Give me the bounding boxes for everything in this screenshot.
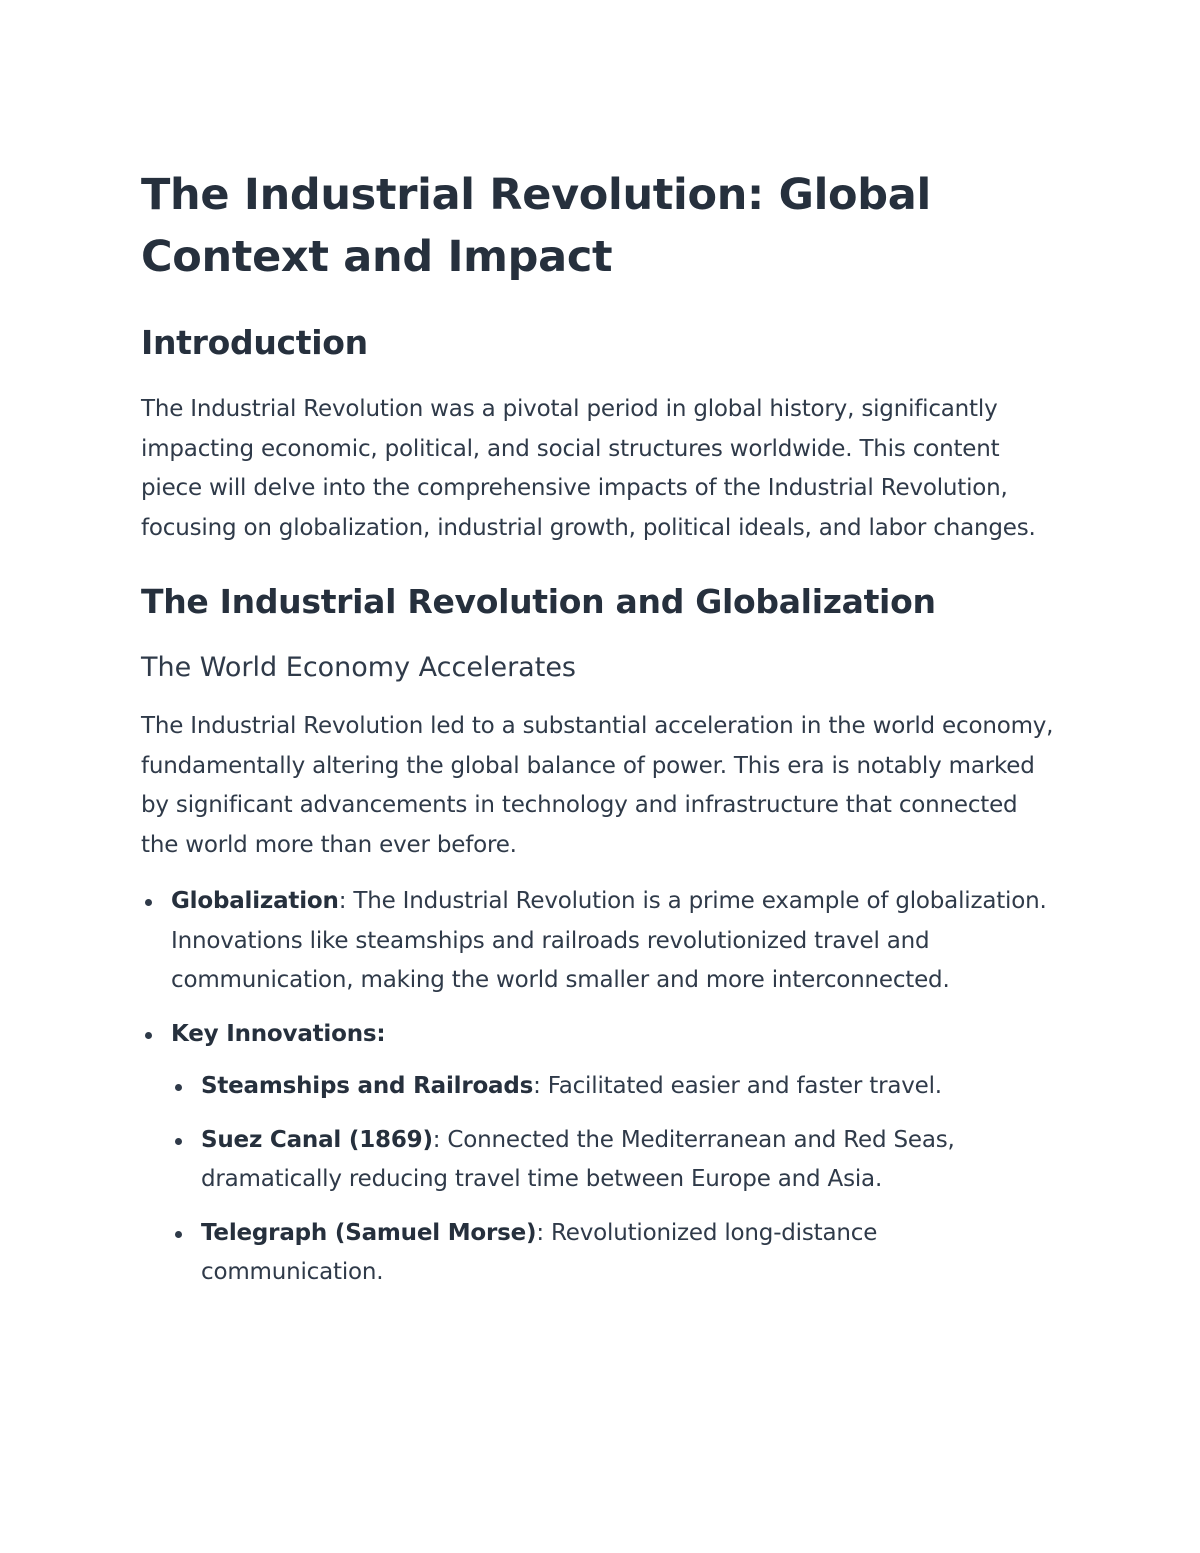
list-item-term: Key Innovations	[171, 1020, 377, 1047]
world-economy-subheading: The World Economy Accelerates	[141, 652, 576, 683]
sub-list-item-term: Telegraph (Samuel Morse)	[201, 1219, 537, 1246]
world-economy-paragraph: The Industrial Revolution led to a substantial acceleration in the world economy, fundamentally altering the global balance of power. This era is notably marked by significant advancements in technology and infrastructure that connected the world more than ever before.	[141, 713, 1054, 858]
sub-bullet-list	[171, 1067, 1061, 1293]
sub-list-item-term: Suez Canal (1869)	[201, 1126, 433, 1153]
bullet-icon	[175, 1231, 182, 1238]
sub-list-item-text: : Revolutionized long-distance communication.	[201, 1219, 878, 1285]
sub-list-item-term: Steamships and Railroads	[201, 1073, 534, 1099]
bullet-icon	[175, 1084, 182, 1091]
list-item-text: :	[376, 1020, 386, 1047]
list-item-key-innovations	[141, 1015, 1061, 1293]
sub-list-item-text: : Connected the Mediterranean and Red Seas, dramatically reducing travel time between Europe and Asia.	[201, 1126, 955, 1192]
list-item-globalization	[141, 882, 1061, 1001]
introduction-paragraph: The Industrial Revolution was a pivotal period in global history, significantly impacting economic, political, and social structures worldwide. This content piece will delve into the comprehensive impacts of the Industrial Revolution, focusing on globalization, industrial growth, political ideals, and labor changes.	[141, 396, 1036, 541]
sub-list-item-suez-canal	[171, 1121, 1061, 1200]
document-page	[141, 164, 1061, 1293]
document-title: The Industrial Revolution: Global Context and Impact	[141, 170, 931, 282]
sub-list-item-telegraph	[171, 1214, 1061, 1293]
introduction-heading: Introduction	[141, 323, 368, 362]
bullet-icon	[145, 899, 152, 906]
bullet-icon	[145, 1032, 152, 1039]
list-item-term: Globalization	[171, 888, 339, 914]
sub-list-item-text: : Facilitated easier and faster travel.	[533, 1073, 942, 1099]
list-item-text: : The Industrial Revolution is a prime example of globalization. Innovations like steamships and railroads revolutionized travel and communication, making the world smaller and more interconnected.	[171, 888, 1047, 993]
bullet-icon	[175, 1138, 182, 1145]
globalization-heading: The Industrial Revolution and Globalization	[141, 582, 936, 621]
bullet-list	[141, 882, 1061, 1293]
sub-list-item-steamships	[171, 1067, 1061, 1107]
